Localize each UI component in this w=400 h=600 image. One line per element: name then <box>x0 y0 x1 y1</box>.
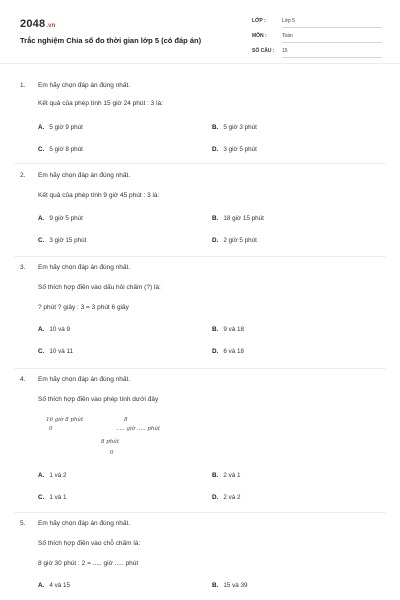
question-instruction: Em hãy chọn đáp án đúng nhất. <box>38 172 131 179</box>
expr-dividend: 16 giờ 8 phút <box>46 417 84 423</box>
option-text: 15 và 39 <box>223 582 248 589</box>
meta-value: Toán <box>282 33 382 43</box>
option-b[interactable] <box>212 124 257 131</box>
option-b[interactable] <box>212 472 240 479</box>
question-divider <box>14 512 386 513</box>
question-prompt: Kết quả của phép tính 9 giờ 45 phút : 3 là: <box>38 192 160 199</box>
option-b[interactable] <box>212 582 247 589</box>
option-text: 5 giờ 9 phút <box>49 124 83 131</box>
option-letter: D. <box>212 237 219 244</box>
option-text: 18 giờ 15 phút <box>223 215 264 222</box>
option-text: 1 và 1 <box>49 494 67 501</box>
option-b[interactable] <box>212 215 264 222</box>
option-letter: A. <box>38 124 45 131</box>
question-number: 4. <box>20 376 26 383</box>
option-c[interactable] <box>38 494 66 501</box>
option-letter: A. <box>38 326 45 333</box>
meta-question-count <box>252 46 382 58</box>
option-text: 4 và 15 <box>49 582 70 589</box>
option-text: 2 giờ 5 phút <box>223 237 257 244</box>
option-letter: B. <box>212 215 219 222</box>
option-letter: C. <box>38 237 45 244</box>
option-text: 5 giờ 3 phút <box>223 124 257 131</box>
option-b[interactable] <box>212 326 244 333</box>
option-d[interactable] <box>212 348 244 355</box>
option-d[interactable] <box>212 494 240 501</box>
expr-divisor: 8 <box>124 417 128 423</box>
meta-value: Lớp 5 <box>282 18 382 28</box>
meta-subject <box>252 31 382 43</box>
expr-remainder: 0 <box>49 426 53 432</box>
question-divider <box>14 256 386 257</box>
question-instruction: Em hãy chọn đáp án đúng nhất. <box>38 376 131 383</box>
option-c[interactable] <box>38 237 86 244</box>
question-number: 3. <box>20 264 26 271</box>
question-divider <box>14 368 386 369</box>
logo-domain: .vn <box>46 23 56 29</box>
page-title: Trắc nghiệm Chia số đo thời gian lớp 5 (có đáp án) <box>20 36 202 45</box>
option-text: 1 và 2 <box>49 472 67 479</box>
question-instruction: Em hãy chọn đáp án đúng nhất. <box>38 520 131 527</box>
expr-quotient: ..... giờ ..... phút <box>116 426 161 432</box>
question-prompt: Số thích hợp điền vào dấu hỏi chấm (?) là: <box>38 284 161 291</box>
question-prompt: Số thích hợp điền vào chỗ chấm là: <box>38 540 141 547</box>
option-text: 2 và 2 <box>223 494 241 501</box>
option-a[interactable] <box>38 582 70 589</box>
option-letter: A. <box>38 215 45 222</box>
option-a[interactable] <box>38 124 83 131</box>
option-letter: D. <box>212 494 219 501</box>
question-instruction: Em hãy chọn đáp án đúng nhất. <box>38 264 131 271</box>
option-c[interactable] <box>38 348 73 355</box>
meta-label: MÔN : <box>252 33 267 39</box>
option-letter: C. <box>38 146 45 153</box>
option-text: 6 và 18 <box>223 348 244 355</box>
meta-value: 15 <box>282 48 382 58</box>
question-prompt: Kết quả của phép tính 15 giờ 24 phút : 3 là: <box>38 100 163 107</box>
option-d[interactable] <box>212 146 257 153</box>
question-expression: ? phút ? giây : 3 = 3 phút 6 giây <box>38 304 129 311</box>
option-text: 2 và 1 <box>223 472 241 479</box>
option-text: 3 giờ 5 phút <box>223 146 257 153</box>
page-header <box>0 0 400 64</box>
option-text: 9 và 18 <box>223 326 244 333</box>
option-letter: B. <box>212 326 219 333</box>
option-text: 10 và 11 <box>49 348 74 355</box>
question-prompt: Số thích hợp điền vào phép tính dưới đây <box>38 396 159 403</box>
question-number: 5. <box>20 520 26 527</box>
option-letter: B. <box>212 472 219 479</box>
option-a[interactable] <box>38 215 83 222</box>
expr-step: 8 phút <box>101 439 120 445</box>
option-c[interactable] <box>38 146 83 153</box>
option-letter: B. <box>212 582 219 589</box>
option-letter: C. <box>38 494 45 501</box>
option-text: 10 và 9 <box>49 326 70 333</box>
logo-text: 2048 <box>20 18 46 30</box>
option-d[interactable] <box>212 237 257 244</box>
question-divider <box>14 163 386 164</box>
option-letter: C. <box>38 348 45 355</box>
meta-label: LỚP : <box>252 18 266 24</box>
option-letter: A. <box>38 582 45 589</box>
question-expression: 8 giờ 30 phút : 2 = ..... giờ ..... phút <box>38 560 139 567</box>
option-letter: B. <box>212 124 219 131</box>
option-a[interactable] <box>38 326 70 333</box>
meta-label: SỐ CÂU : <box>252 48 275 54</box>
site-logo[interactable] <box>20 18 56 30</box>
question-number: 2. <box>20 172 26 179</box>
expr-final: 0 <box>110 450 114 456</box>
option-text: 3 giờ 15 phút <box>49 237 87 244</box>
division-expression <box>46 417 166 467</box>
option-text: 9 giờ 5 phút <box>49 215 83 222</box>
option-a[interactable] <box>38 472 66 479</box>
option-letter: A. <box>38 472 45 479</box>
option-text: 5 giờ 8 phút <box>49 146 83 153</box>
meta-class <box>252 16 382 28</box>
question-instruction: Em hãy chọn đáp án đúng nhất. <box>38 82 131 89</box>
option-letter: D. <box>212 146 219 153</box>
question-number: 1. <box>20 82 26 89</box>
option-letter: D. <box>212 348 219 355</box>
